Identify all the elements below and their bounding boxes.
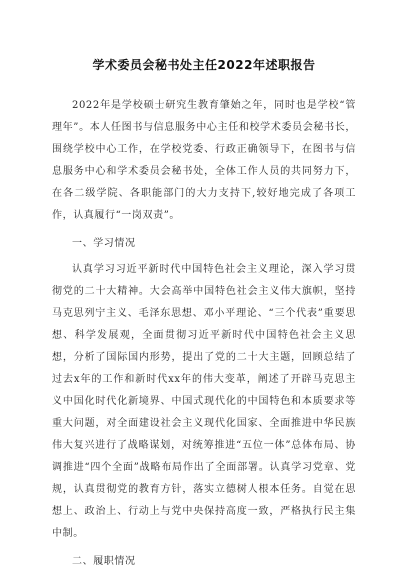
intro-paragraph: 2022年是学校硕士研究生教育肇始之年，同时也是学校“管理年”。本人任图书与信息服务中心主任和校学术委员会秘书长，围绕学校中心工作，在学校党委、行政正确领导下，在图书与信息服务中心和学术委员会秘书处，全体工作人员的共同努力下，在各二级学院、各职能部门的大力支持下,较好地完成了各项工作，认真履行“一岗双责”。 (52, 100, 356, 221)
document-title: 学术委员会秘书处主任2022年述职报告 (92, 58, 316, 72)
study-paragraph: 认真学习习近平新时代中国特色社会主义理论，深入学习贯彻党的二十大精神。大会高举中国特色社会主义伟大旗帜，坚持马克思列宁主义、毛泽东思想、邓小平理论、“三个代表”重要思想、科学发展观，全面贯彻习近平新时代中国特色社会主义思想，分析了国际国内形势，提出了党的二十大主题，回顾总结了过去x年的工作和新时代xx年的伟大变革，阐述了开辟马克思主义中国化时代化新境界、中国式现代化的中国特色和本质要求等重大问题，对全面建设社会主义现代化国家、全面推进中华民族伟大复兴进行了战略谋划，对统筹推进“五位一体”总体布局、协调推进“四个全面”战略布局作出了全面部署。认真学习党章、党规，认真贯彻党的教育方针，落实立德树人根本任务。自觉在思想上、政治上、行动上与党中央保持高度一致，严格执行民主集中制。 (52, 264, 356, 539)
section-heading-duties: 二、履职情况 (72, 556, 136, 567)
section-heading-study: 一、学习情况 (72, 238, 136, 249)
